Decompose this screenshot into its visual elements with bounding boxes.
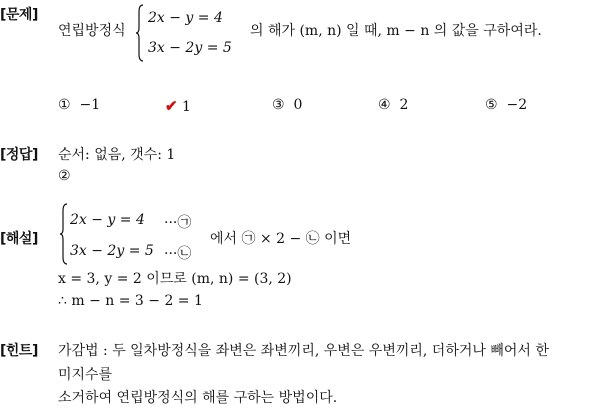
hint-line2: 미지수를: [58, 367, 113, 383]
problem-eq1: 2x − y = 4: [148, 10, 223, 26]
problem-suffix: 의 해가 (m, n) 일 때, m − n 의 값을 구하여라.: [250, 23, 542, 39]
checkmark-icon: ✔: [165, 97, 178, 115]
choice-3[interactable]: [272, 97, 302, 113]
problem-system: [136, 4, 246, 62]
solution-label: [해설]: [0, 231, 38, 247]
problem-prefix: 연립방정식: [58, 23, 126, 39]
solution-eq1-mark: ···㉠: [164, 215, 192, 231]
hint-line1: 가감법 : 두 일차방정식을 좌변은 좌변끼리, 우변은 우변끼리, 더하거나 빼어서 한: [58, 343, 549, 359]
choice-1-value: −1: [79, 97, 101, 113]
choice-2[interactable]: [165, 97, 191, 115]
choice-1[interactable]: [58, 97, 100, 113]
brace-icon: [136, 4, 144, 62]
answer-line2: ②: [58, 168, 71, 184]
choice-1-number: ①: [58, 97, 71, 113]
solution-line4: ∴ m − n = 3 − 2 = 1: [58, 293, 203, 309]
solution-system: [60, 203, 220, 265]
choice-4-number: ④: [378, 97, 391, 113]
solution-line3: x = 3, y = 2 이므로 (m, n) = (3, 2): [58, 271, 292, 287]
problem-eq2: 3x − 2y = 5: [148, 40, 232, 56]
answer-line1: 순서: 없음, 갯수: 1: [58, 147, 176, 163]
solution-eq2: 3x − 2y = 5: [70, 243, 154, 259]
choice-4[interactable]: [378, 97, 408, 113]
brace-icon: [60, 203, 68, 265]
solution-eq2-mark: ···㉡: [164, 246, 192, 262]
hint-line3: 소거하여 연립방정식의 해를 구하는 방법이다.: [58, 390, 338, 406]
choice-5[interactable]: [485, 97, 527, 113]
choice-4-value: 2: [399, 97, 409, 113]
answer-label: [정답]: [0, 147, 38, 163]
choice-2-value: 1: [182, 99, 191, 115]
solution-operation: 에서 ㉠ × 2 − ㉡ 이면: [210, 231, 352, 247]
choice-3-value: 0: [293, 97, 303, 113]
choice-5-value: −2: [506, 97, 528, 113]
hint-label: [힌트]: [0, 343, 38, 359]
solution-eq1: 2x − y = 4: [70, 212, 145, 228]
choice-5-number: ⑤: [485, 97, 498, 113]
choice-3-number: ③: [272, 97, 285, 113]
problem-label: [문제]: [0, 7, 38, 23]
